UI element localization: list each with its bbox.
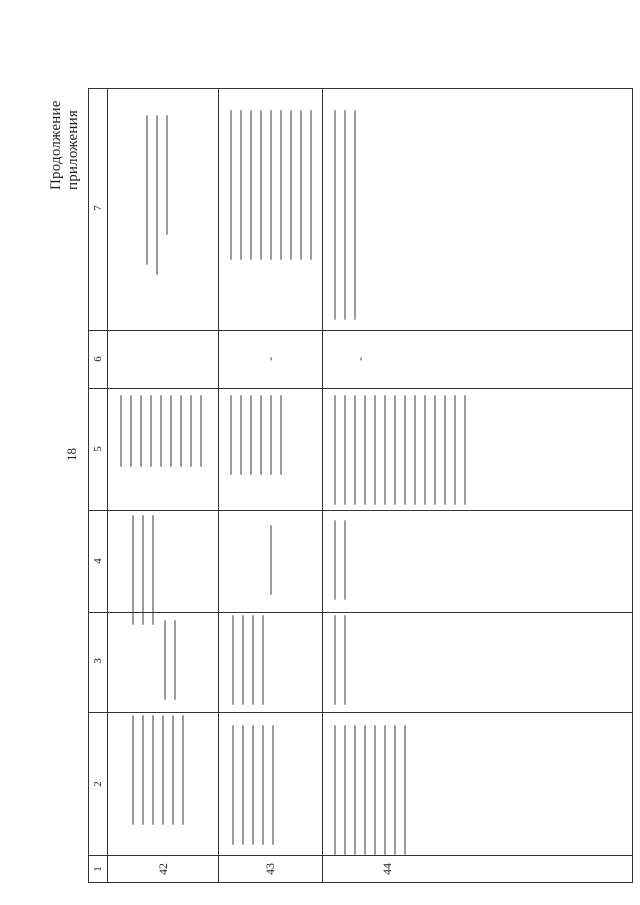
column-separator [88,612,633,613]
column-number-7: 7 [92,205,104,211]
column-separator [88,330,633,331]
row-separator [322,88,323,883]
row-43-text-block [224,95,318,875]
column-separator [88,712,633,713]
table-border-top [88,88,633,89]
appendix-heading: Продолжение приложения [48,100,81,190]
row-43-col6-value: - [263,357,277,361]
row-number-42: 42 [156,863,170,875]
row-44-text-block [328,95,628,875]
header-strip-line [107,88,108,883]
column-number-2: 2 [92,781,104,787]
row-number-43: 43 [263,863,277,875]
column-separator [88,855,633,856]
table-border-left [88,88,89,883]
column-number-3: 3 [92,658,104,664]
row-number-44: 44 [380,863,394,875]
row-44-col6-value: - [353,357,367,361]
column-separator [88,510,633,511]
row-42-text-block [112,95,212,875]
column-number-5: 5 [92,446,104,452]
table-border-right [632,88,633,883]
table-border-bottom [88,882,633,883]
column-separator [88,388,633,389]
column-number-6: 6 [92,356,104,362]
page-number: 18 [64,448,79,462]
column-number-4: 4 [92,558,104,564]
column-number-1: 1 [92,866,104,872]
row-separator [218,88,219,883]
